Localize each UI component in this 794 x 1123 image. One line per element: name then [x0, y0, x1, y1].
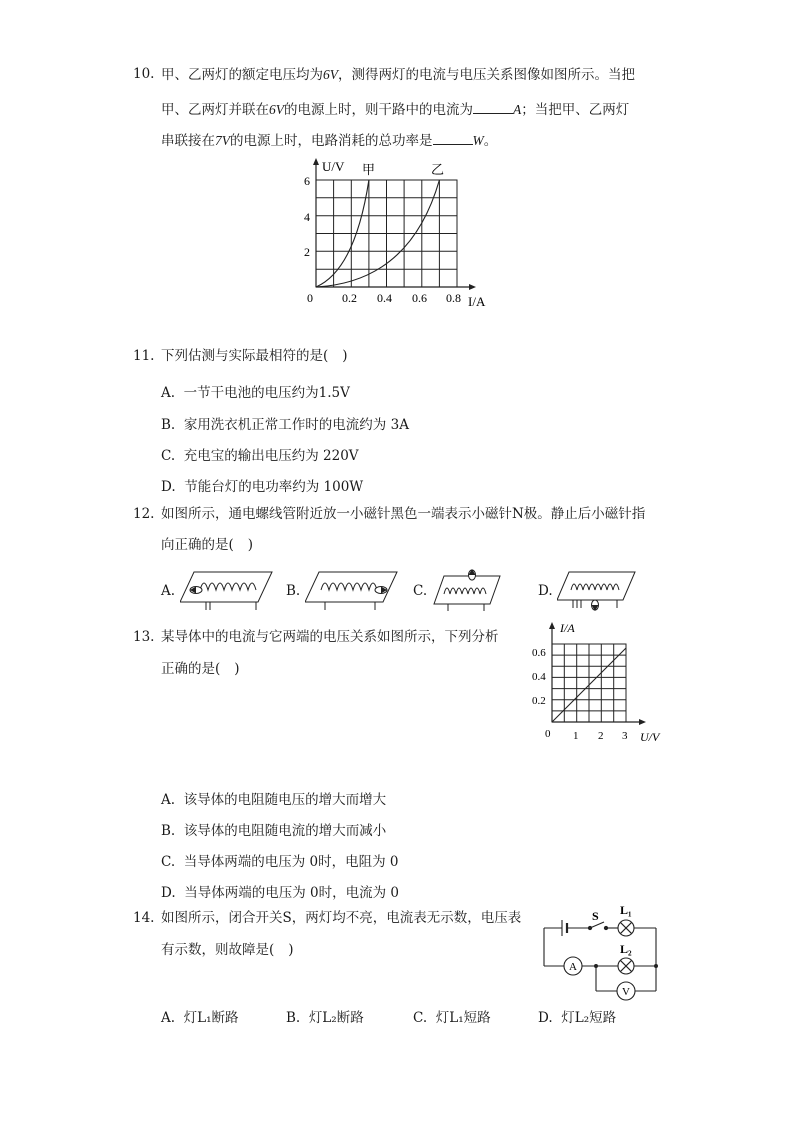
- y-tick: 2: [304, 245, 310, 259]
- q11-stem: [161, 350, 348, 364]
- option-text: 灯L₂短路: [561, 1010, 617, 1026]
- q10-text: 甲、乙两灯并联在: [161, 102, 269, 118]
- q12-line-2-close: ): [247, 537, 254, 553]
- x-tick: 3: [622, 730, 628, 742]
- option-text: 灯L₂断路: [308, 1010, 364, 1026]
- q13-line-2-close: ): [234, 661, 240, 677]
- q14-option-c[interactable]: [413, 1006, 491, 1026]
- q12-number: 12.: [133, 506, 155, 522]
- answer-blank[interactable]: [433, 132, 473, 145]
- q11-option-d[interactable]: [161, 475, 363, 495]
- label-yi: 乙: [431, 162, 445, 177]
- q14-number: 14.: [133, 910, 155, 926]
- solenoid-figure-d[interactable]: [557, 568, 639, 612]
- option-text: 当导体两端的电压为 0时，电阻为 0: [183, 854, 399, 870]
- q12-option-b-label[interactable]: B.: [286, 583, 301, 599]
- q10-line-1: [161, 68, 635, 83]
- option-text: 灯L₁短路: [435, 1010, 491, 1026]
- q11-stem-text: 下列估测与实际最相符的是(: [161, 348, 329, 364]
- option-letter: D.: [161, 885, 176, 901]
- option-letter: A.: [161, 792, 176, 808]
- q13-iu-graph: [530, 618, 665, 748]
- q10-voltage: 6V: [323, 67, 338, 82]
- option-text: 一节干电池的电压约为1.5V: [183, 385, 350, 401]
- option-letter: B.: [161, 823, 176, 839]
- unit-ampere: A: [513, 102, 522, 117]
- solenoid-figure-b[interactable]: [305, 568, 403, 612]
- q10-text: 的电源上时，电路消耗的总功率是: [230, 133, 433, 149]
- q13-line-1: 某导体中的电流与它两端的电压关系如图所示，下列分析: [161, 629, 499, 645]
- q13-option-b[interactable]: [161, 819, 386, 839]
- q12-option-d-label[interactable]: D.: [538, 583, 553, 599]
- option-text: 充电宝的输出电压约为 220V: [183, 448, 359, 464]
- lamp-l2-label: L₂: [620, 942, 632, 956]
- solenoid-figure-c[interactable]: [432, 568, 504, 612]
- q14-line-2-text: 有示数，则故障是(: [161, 942, 275, 958]
- ammeter-label: A: [569, 961, 577, 973]
- x-tick: 2: [598, 730, 604, 742]
- option-text: 灯L₁断路: [183, 1010, 239, 1026]
- y-tick: 0.6: [532, 647, 546, 659]
- answer-blank[interactable]: [473, 101, 513, 114]
- unit-watt: W: [472, 133, 484, 148]
- option-letter: B.: [161, 417, 176, 433]
- q10-voltage: 7V: [215, 133, 230, 148]
- x-axis-label: I/A: [468, 294, 486, 309]
- label-jia: 甲: [362, 162, 376, 177]
- q11-stem-close: ): [342, 348, 348, 364]
- q14-line-2: [161, 944, 294, 958]
- y-tick: 4: [304, 210, 310, 224]
- option-text: 家用洗衣机正常工作时的电流约为 3A: [183, 417, 409, 433]
- option-letter: A.: [161, 1010, 176, 1026]
- q14-circuit-diagram: [538, 902, 668, 1002]
- q12-line-2: [161, 539, 253, 553]
- q13-line-2-text: 正确的是(: [161, 661, 221, 677]
- solenoid-figure-a[interactable]: [180, 568, 278, 612]
- q10-voltage: 6V: [269, 102, 284, 117]
- q11-option-a[interactable]: [161, 381, 350, 401]
- option-letter: A.: [161, 385, 176, 401]
- q10-text: 的电源上时，则干路中的电流为: [284, 102, 473, 118]
- lamp-l1-label: L₁: [620, 903, 632, 917]
- q10-text: ，测得两灯的电流与电压关系图像如图所示。当把: [338, 67, 635, 83]
- q14-option-a[interactable]: [161, 1006, 239, 1026]
- x-axis-label: U/V: [640, 730, 660, 744]
- q13-option-d[interactable]: [161, 881, 399, 901]
- option-letter: C.: [161, 854, 176, 870]
- option-text: 该导体的电阻随电压的增大而增大: [183, 792, 387, 808]
- q10-line-3: [161, 132, 497, 149]
- q11-option-b[interactable]: [161, 413, 409, 433]
- q14-option-d[interactable]: [538, 1006, 616, 1026]
- option-letter: D.: [538, 1010, 553, 1026]
- option-letter: D.: [161, 479, 176, 495]
- q10-iu-graph: [290, 150, 500, 315]
- y-tick: 6: [304, 174, 310, 188]
- q12-option-c-label[interactable]: C.: [413, 583, 428, 599]
- q12-line-2-text: 向正确的是(: [161, 537, 234, 553]
- y-tick: 0.2: [532, 695, 546, 707]
- q10-number: 10.: [133, 66, 155, 82]
- q13-line-2: [161, 663, 240, 677]
- x-tick: 0.8: [446, 291, 461, 305]
- x-tick: 0.6: [412, 291, 427, 305]
- x-tick: 1: [573, 730, 579, 742]
- y-axis-label: I/A: [560, 621, 575, 635]
- q13-number: 13.: [133, 629, 155, 645]
- q14-option-b[interactable]: [286, 1006, 364, 1026]
- q10-text: 串联接在: [161, 133, 215, 149]
- q14-line-2-close: ): [288, 942, 294, 958]
- q10-line-2: [161, 101, 629, 118]
- x-tick: 0.2: [342, 291, 357, 305]
- q11-number: 11.: [133, 348, 155, 364]
- option-text: 当导体两端的电压为 0时，电流为 0: [184, 885, 399, 901]
- y-tick: 0.4: [532, 671, 546, 683]
- origin-label: 0: [307, 291, 313, 305]
- q10-text: ；当把甲、乙两灯: [521, 102, 630, 118]
- q12-option-a-label[interactable]: A.: [161, 583, 176, 599]
- q14-line-1: 如图所示，闭合开关S，两灯均不亮，电流表无示数，电压表: [161, 910, 522, 926]
- q11-option-c[interactable]: [161, 444, 359, 464]
- option-text: 节能台灯的电功率约为 100W: [184, 479, 364, 495]
- q10-text: 。: [483, 133, 498, 149]
- switch-label: S: [592, 909, 599, 923]
- q10-text: 甲、乙两灯的额定电压均为: [161, 67, 323, 83]
- option-letter: C.: [161, 448, 176, 464]
- q12-line-1: 如图所示，通电螺线管附近放一小磁针黑色一端表示小磁针N极。静止后小磁针指: [161, 506, 646, 522]
- option-letter: C.: [413, 1010, 428, 1026]
- option-letter: B.: [286, 1010, 301, 1026]
- origin-label: 0: [545, 728, 551, 740]
- voltmeter-label: V: [622, 986, 630, 998]
- x-tick: 0.4: [377, 291, 392, 305]
- y-axis-label: U/V: [322, 159, 345, 174]
- q13-option-c[interactable]: [161, 850, 399, 870]
- option-text: 该导体的电阻随电流的增大而减小: [183, 823, 387, 839]
- q13-option-a[interactable]: [161, 788, 386, 808]
